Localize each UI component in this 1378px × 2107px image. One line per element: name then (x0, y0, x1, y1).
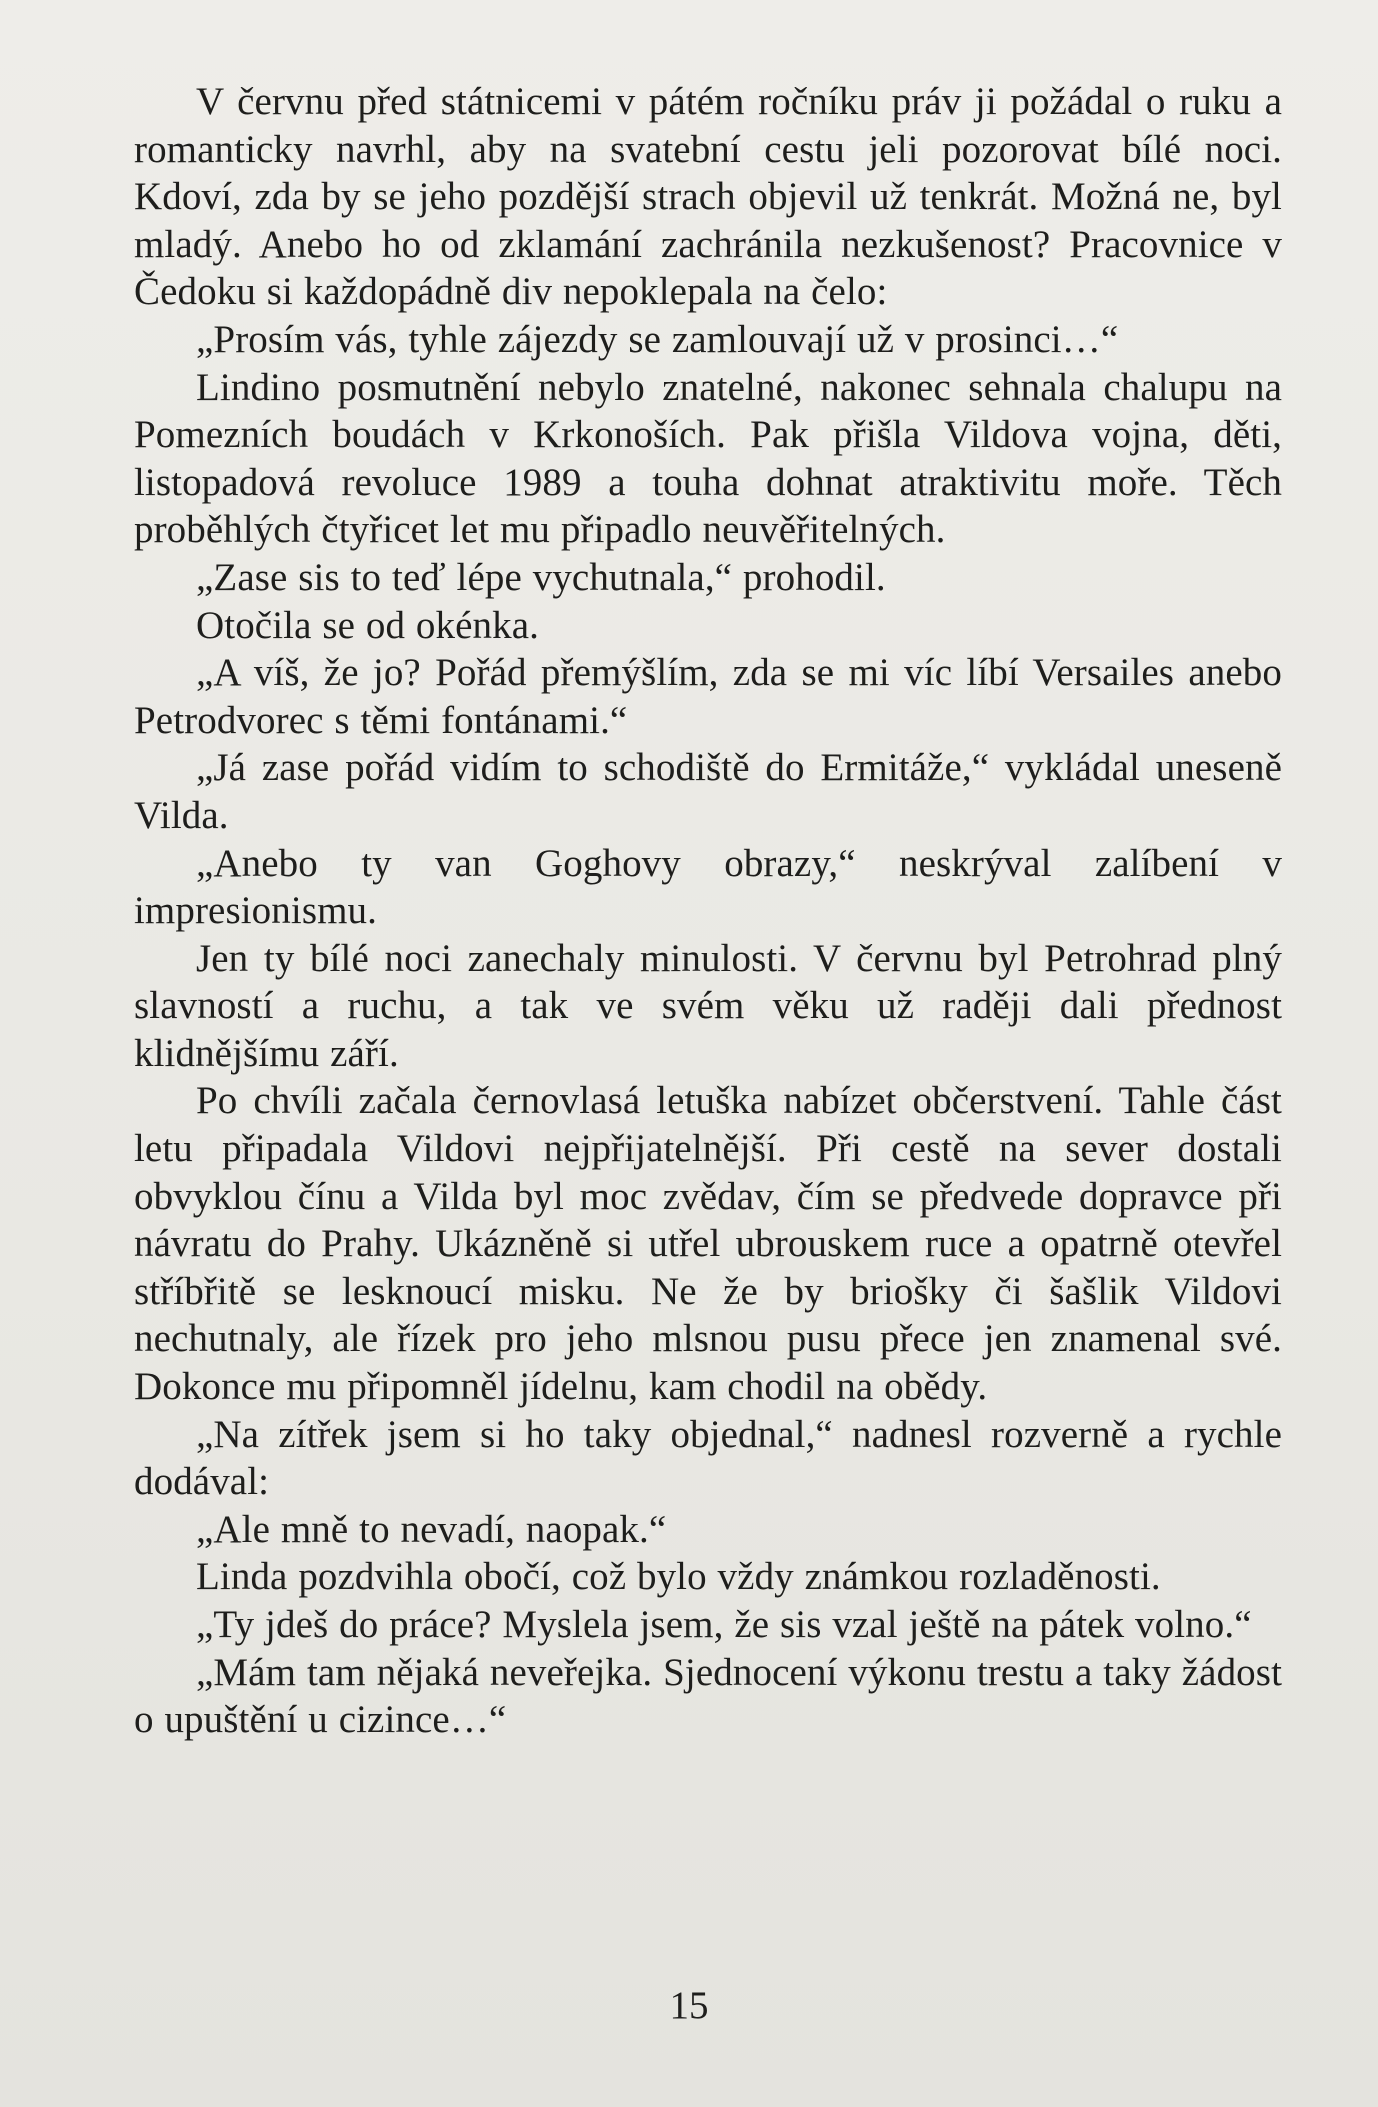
paragraph: Jen ty bílé noci zanechaly minulosti. V červnu byl Petrohrad plný slavností a ruchu, a tak ve svém věku už raději dali přednost klidnějšímu září. (134, 936, 1282, 1075)
paragraph: „Mám tam nějaká neveřejka. Sjednocení výkonu trestu a taky žádost o upuštění u cizince…“ (134, 1650, 1282, 1742)
paragraph: „Prosím vás, tyhle zájezdy se zamlouvají už v prosinci…“ (196, 317, 1119, 361)
paragraph: „Ale mně to nevadí, naopak.“ (196, 1507, 667, 1551)
paragraph: Linda pozdvihla obočí, což bylo vždy známkou rozladěnosti. (196, 1555, 1161, 1599)
body-text (134, 78, 1282, 1744)
paragraph: „Anebo ty van Goghovy obrazy,“ neskrýval zalíbení v impresionismu. (134, 841, 1282, 933)
paragraph: Lindino posmutnění nebylo znatelné, nakonec sehnala chalupu na Pomezních boudách v Krkonoších. Pak přišla Vildova vojna, děti, listopadová revoluce 1989 a touha dohnat atraktivitu moře. Těch proběhlých čtyřicet let mu připadlo neuvěřitelných. (134, 365, 1282, 552)
paragraph: V červnu před státnicemi v pátém ročníku práv ji požádal o ruku a romanticky navrhl, aby na svatební cestu jeli pozorovat bílé noci. Kdoví, zda by se jeho pozdější strach objevil už tenkrát. Možná ne, byl mladý. Anebo ho od zklamání zachránila nezkušenost? Pracovnice v Čedoku si každopádně div nepoklepala na čelo: (134, 80, 1282, 314)
paragraph: „Zase sis to teď lépe vychutnala,“ prohodil. (196, 555, 886, 599)
paragraph: „Ty jdeš do práce? Myslela jsem, že sis vzal ještě na pátek volno.“ (196, 1603, 1252, 1646)
paragraph: „A víš, že jo? Pořád přemýšlím, zda se mi víc líbí Versailes anebo Petrodvorec s těmi fontánami.“ (134, 651, 1282, 742)
paragraph: „Já zase pořád vidím to schodiště do Ermitáže,“ vykládal uneseně Vilda. (134, 746, 1282, 837)
paragraph: „Na zítřek jsem si ho taky objednal,“ nadnesl rozverně a rychle dodával: (134, 1412, 1282, 1504)
page-number: 15 (669, 1984, 709, 2027)
paragraph: Otočila se od okénka. (196, 603, 539, 647)
paragraph: Po chvíli začala černovlasá letuška nabízet občerstvení. Tahle část letu připadala Vildovi nejpřijatelnější. Při cestě na sever dostali obvyklou čínu a Vilda byl moc zvědav, čím se předvede dopravce při návratu do Prahy. Ukázněně si utřel ubrouskem ruce a opatrně otevřel stříbřitě se lesknoucí misku. Ne že by briošky či šašlik Vildovi nechutnaly, ale řízek pro jeho mlsnou pusu přece jen znamenal své. Dokonce mu připomněl jídelnu, kam chodil na obědy. (134, 1079, 1282, 1409)
